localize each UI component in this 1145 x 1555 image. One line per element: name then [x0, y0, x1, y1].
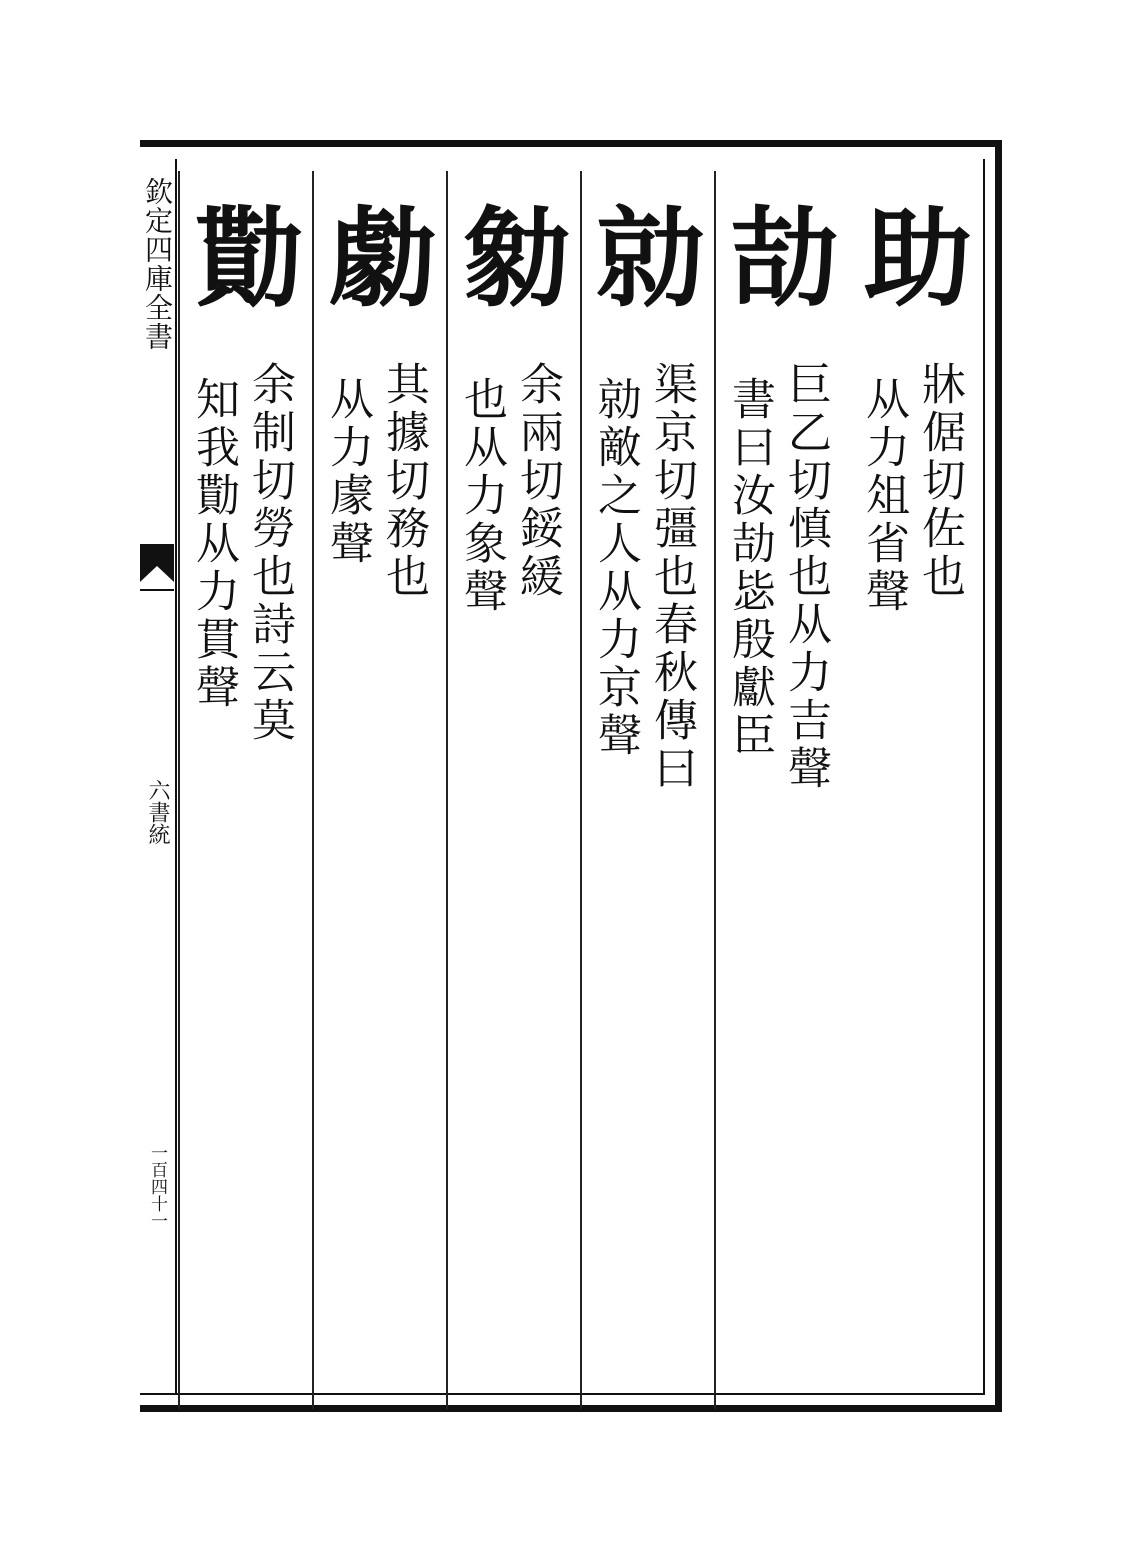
- gloss-left: 勍敵之人从力京聲: [590, 376, 641, 760]
- entry-column-2: [714, 171, 848, 1409]
- entry-column-5: [312, 171, 446, 1409]
- gloss-left: 也从力象聲: [456, 376, 507, 616]
- seal-character: 劼: [730, 196, 833, 322]
- gloss-right: 巨乙切慎也从力吉聲: [780, 361, 831, 793]
- collection-title: 欽定四庫全書: [141, 177, 174, 351]
- seal-character: 勩: [194, 196, 297, 322]
- book-title: 六書統: [145, 779, 170, 845]
- fore-edge-margin: [140, 159, 177, 1393]
- seal-character: 勍: [596, 196, 699, 322]
- text-columns: [177, 171, 982, 1409]
- gloss-left: 从力俎省聲: [858, 376, 909, 616]
- gloss-right: 余制切勞也詩云莫: [244, 361, 295, 745]
- entry-column-1: [848, 171, 982, 1409]
- inner-frame: [140, 159, 985, 1395]
- seal-character: 助: [863, 196, 966, 322]
- gloss-right: 牀倨切佐也: [914, 361, 965, 601]
- entry-column-6: [178, 171, 312, 1409]
- gloss-left: 从力豦聲: [322, 376, 373, 568]
- fishtail-mark-icon: [140, 544, 174, 594]
- seal-character: 勮: [328, 196, 431, 322]
- gloss-left: 書曰汝劼毖殷獻臣: [724, 376, 775, 760]
- gloss-left: 知我勩从力貫聲: [188, 376, 239, 712]
- entry-column-3: [580, 171, 714, 1409]
- page-frame: [140, 140, 1002, 1412]
- gloss-right: 余兩切鋖緩: [512, 361, 563, 601]
- page-number: 一百四十一: [147, 1144, 167, 1229]
- entry-column-4: [446, 171, 580, 1409]
- gloss-right: 渠京切彊也春秋傳曰: [646, 361, 697, 793]
- seal-character: 勨: [462, 196, 565, 322]
- gloss-right: 其據切務也: [378, 361, 429, 601]
